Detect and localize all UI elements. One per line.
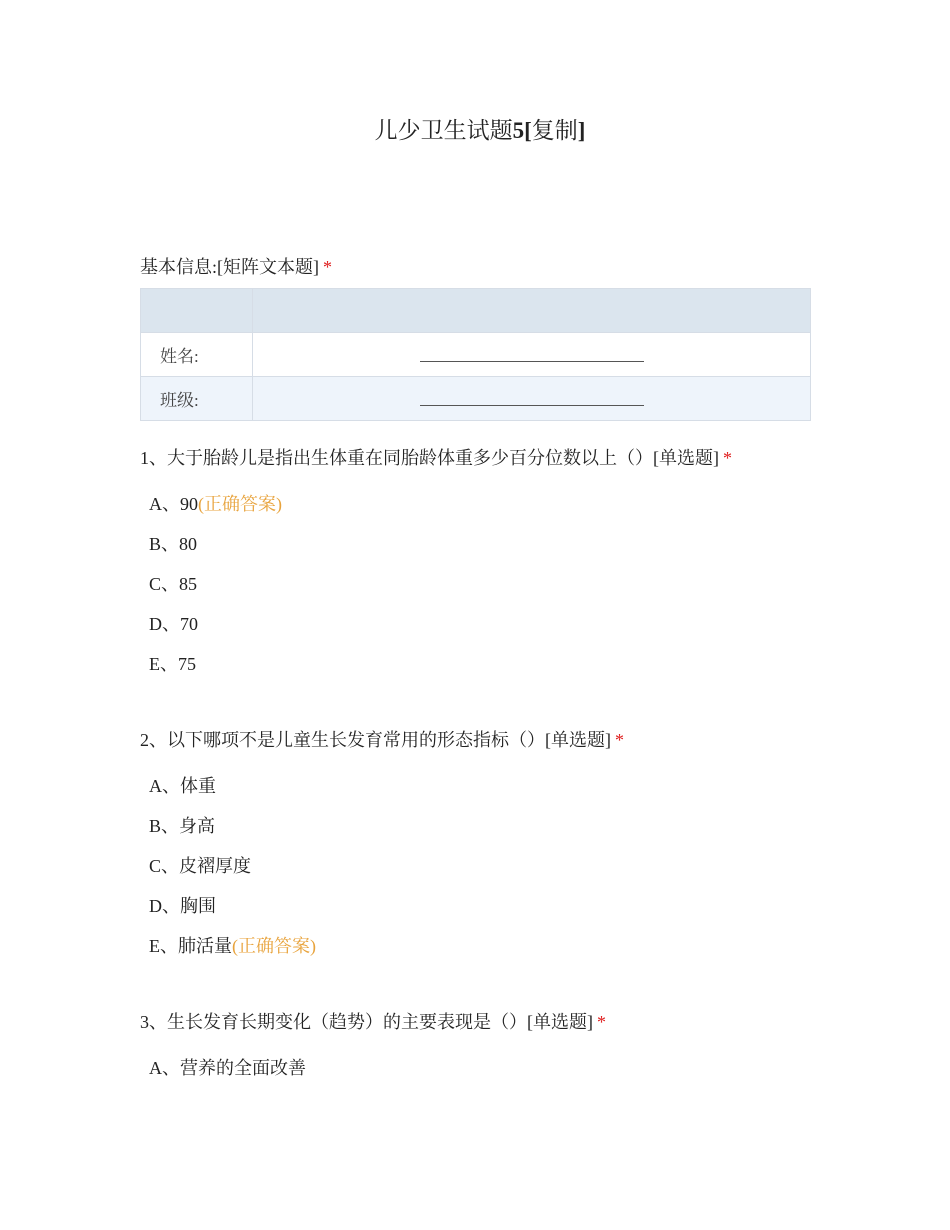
question-2-option-e[interactable]: E、肺活量(正确答案) — [149, 936, 316, 956]
page-title — [0, 112, 950, 145]
required-mark: * — [615, 730, 624, 750]
question-1 — [140, 444, 732, 470]
matrix-header-row — [141, 289, 811, 333]
title-end: ] — [577, 118, 586, 143]
question-2-option-c[interactable]: C、皮褶厚度 — [149, 856, 252, 876]
basic-info-label: 基本信息:[矩阵文本题] * — [140, 257, 332, 277]
required-mark: * — [323, 257, 332, 277]
question-3-option-a[interactable]: A、营养的全面改善 — [149, 1058, 306, 1078]
correct-answer-tag: (正确答案) — [198, 494, 282, 514]
matrix-row-class — [141, 377, 811, 421]
question-3 — [140, 1008, 606, 1034]
title-main: 儿少卫生试题 — [374, 118, 513, 143]
question-3-text: 3、生长发育长期变化（趋势）的主要表现是（）[单选题] — [140, 1012, 593, 1032]
question-2-option-d[interactable]: D、胸围 — [149, 896, 216, 916]
question-1-option-a[interactable]: A、90(正确答案) — [149, 494, 282, 514]
name-field[interactable] — [253, 333, 811, 377]
question-2-text: 2、以下哪项不是儿童生长发育常用的形态指标（）[单选题] — [140, 730, 611, 750]
question-1-option-b[interactable]: B、80 — [149, 534, 198, 554]
matrix-row-name — [141, 333, 811, 377]
name-blank-line — [420, 351, 644, 362]
matrix-header-input-cell — [253, 289, 811, 333]
class-blank-line — [420, 395, 644, 406]
name-label: 姓名: — [141, 333, 253, 377]
required-mark: * — [597, 1012, 606, 1032]
class-field[interactable] — [253, 377, 811, 421]
class-label: 班级: — [141, 377, 253, 421]
title-copy: 复制 — [531, 118, 578, 143]
question-2-option-a[interactable]: A、体重 — [149, 776, 216, 796]
question-1-option-e[interactable]: E、75 — [149, 654, 196, 674]
basic-info-matrix — [140, 288, 811, 421]
required-mark: * — [723, 448, 732, 468]
question-1-option-d[interactable]: D、70 — [149, 614, 198, 634]
matrix-header-label-cell — [141, 289, 253, 333]
title-number: 5[ — [512, 118, 532, 143]
question-1-text: 1、大于胎龄儿是指出生体重在同胎龄体重多少百分位数以上（）[单选题] — [140, 448, 719, 468]
question-2-option-b[interactable]: B、身高 — [149, 816, 216, 836]
correct-answer-tag: (正确答案) — [232, 936, 316, 956]
question-1-option-c[interactable]: C、85 — [149, 574, 198, 594]
question-2 — [140, 726, 624, 752]
